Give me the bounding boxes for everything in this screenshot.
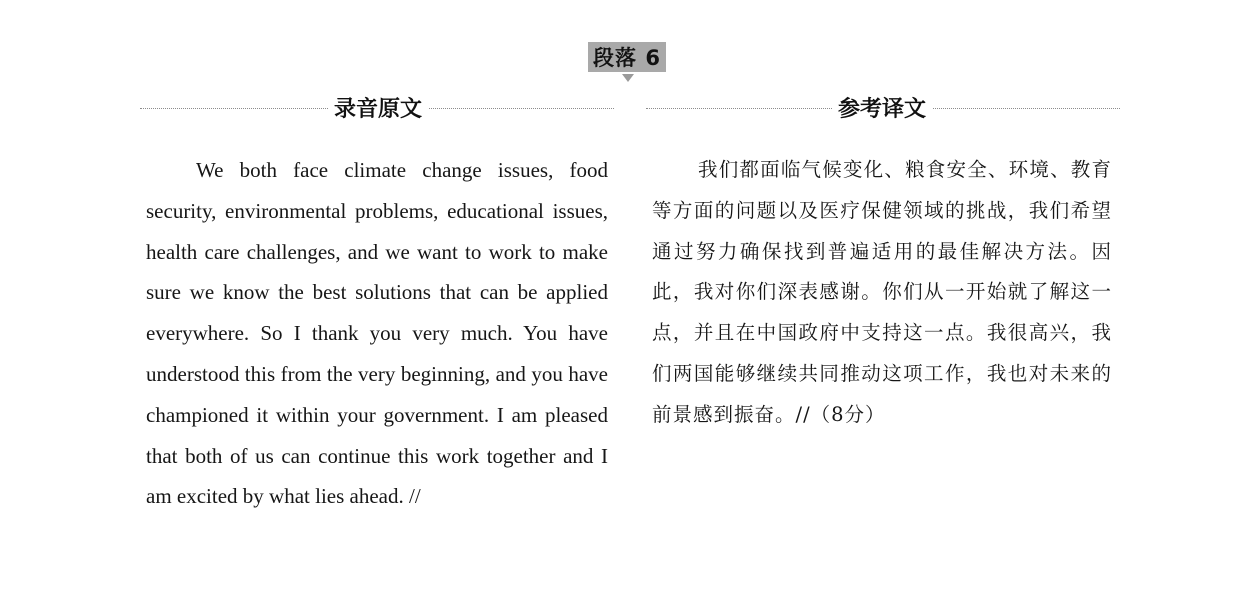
transcript-paragraph: We both face climate change issues, food security, environmental problems, educational issues, health care challenges, and we want to work to make sure we know the best solutions that can be applied everywhere. So I thank you very much. You have understood this from the very beginning, and you have championed it within your government. I am pleased that both of us can continue this work together and I am excited by what lies ahead. // — [146, 158, 608, 509]
translation-heading: 参考译文 — [832, 95, 932, 125]
translation-column — [652, 150, 1112, 436]
translation-paragraph: 我们都面临气候变化、粮食安全、环境、教育等方面的问题以及医疗保健领域的挑战，我们希望通过努力确保找到普遍适用的最佳解决方法。因此，我对你们深表感谢。你们从一开始就了解这一点，并且在中国政府中支持这一点。我很高兴，我们两国能够继续共同推动这项工作，我也对未来的前景感到振奋。//（8分） — [652, 158, 1112, 426]
down-triangle-icon — [622, 74, 634, 82]
transcript-heading: 录音原文 — [328, 95, 428, 125]
translation-header — [646, 95, 1120, 125]
transcript-header — [140, 95, 614, 125]
section-title: 段落 6 — [588, 42, 666, 72]
transcript-column — [146, 150, 608, 517]
